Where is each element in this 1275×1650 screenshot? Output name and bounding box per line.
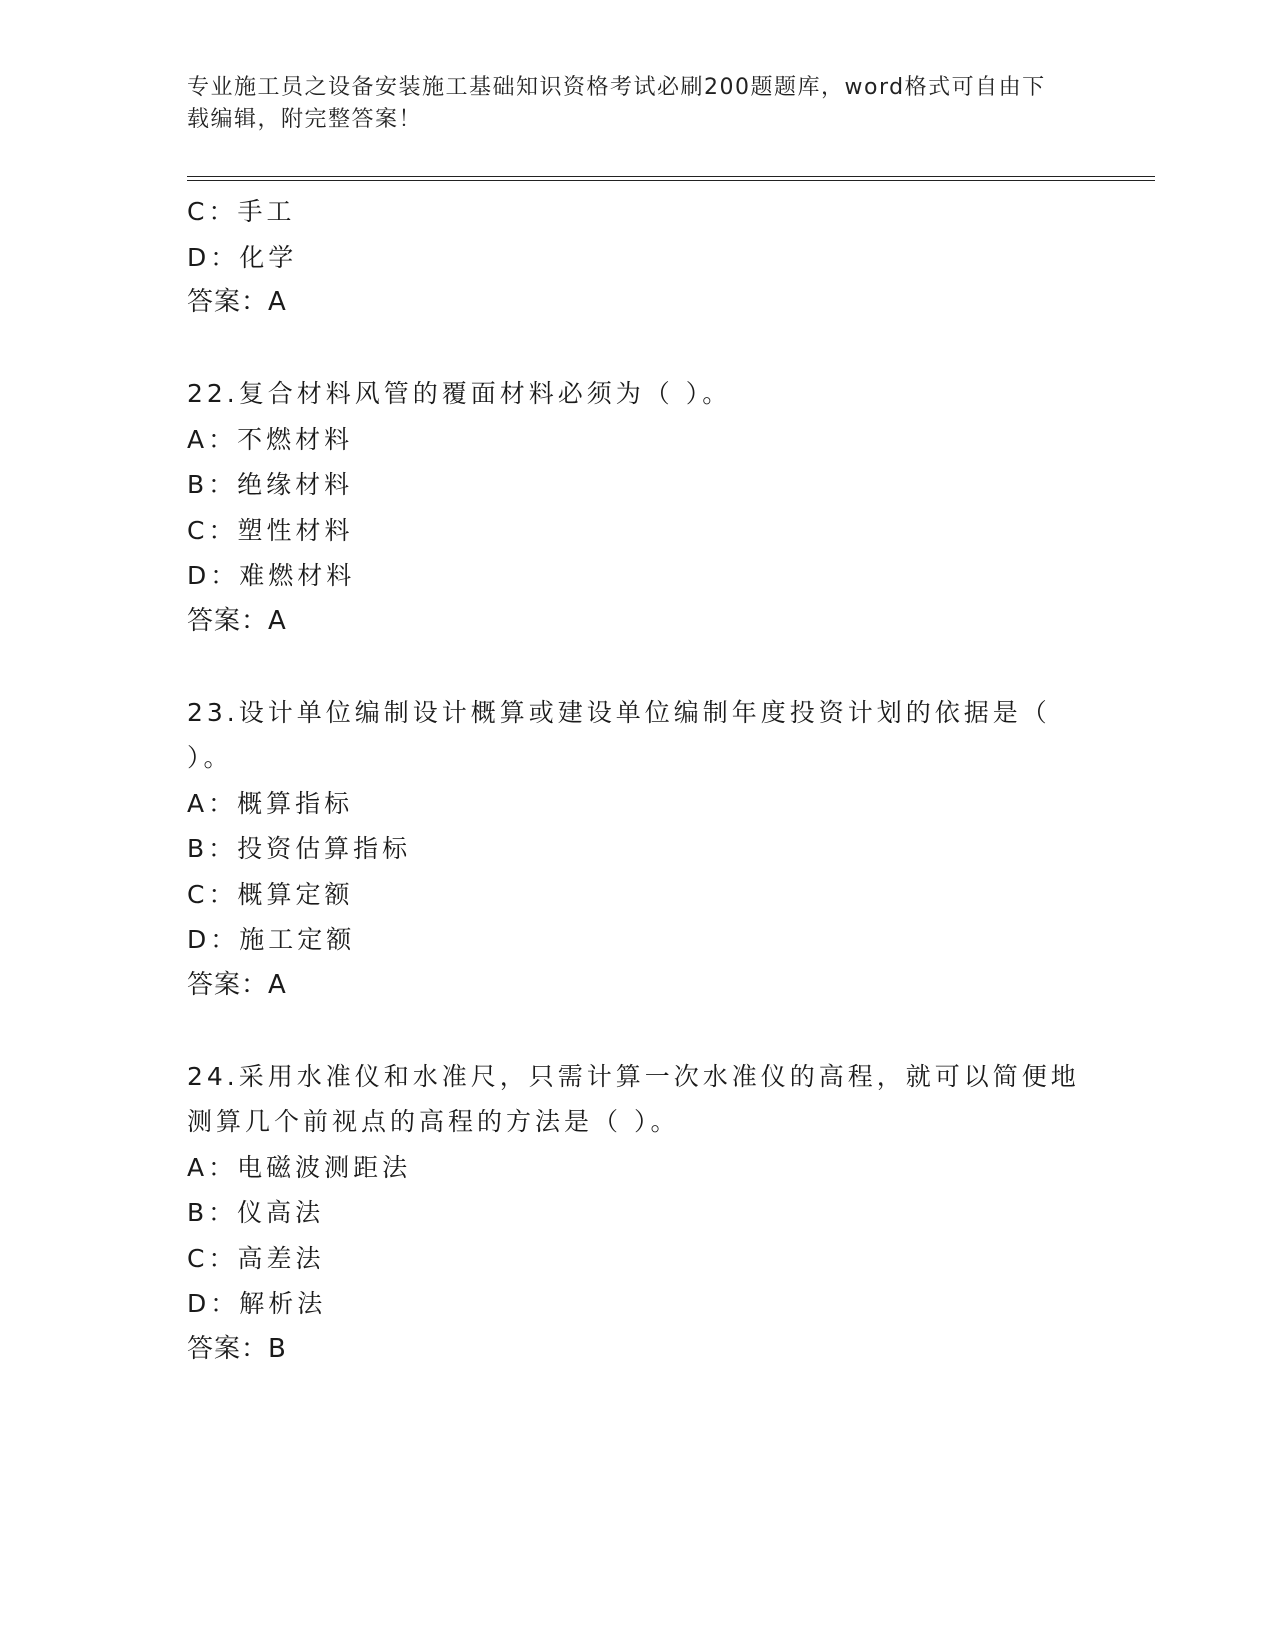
question-text-line-1: 24.采用水准仪和水准尺，只需计算一次水准仪的高程，就可以简便地 (187, 1061, 1080, 1091)
answer-line: 答案：B (187, 1333, 287, 1364)
option-a: A：电磁波测距法 (187, 1152, 412, 1182)
option-c: C：塑性材料 (187, 515, 354, 545)
question-list (187, 189, 1080, 1372)
question-text-line-2: 测算几个前视点的高程的方法是（ ）。 (187, 1107, 680, 1136)
option-d: D：化学 (187, 242, 298, 272)
spacer (187, 1008, 1067, 1054)
question-21-continued (187, 189, 1067, 326)
option-a: A：概算指标 (187, 788, 354, 818)
question-text-line-1: 23.设计单位编制设计概算或建设单位编制年度投资计划的依据是（ (187, 697, 1051, 727)
spacer (187, 326, 1067, 372)
question-22 (187, 371, 1067, 644)
option-a: A：不燃材料 (187, 424, 354, 454)
question-text: 22.复合材料风管的覆面材料必须为（ ）。 (187, 379, 732, 408)
answer-line: 答案：A (187, 287, 287, 317)
option-b: B：绝缘材料 (187, 470, 354, 499)
header-rule-bottom (187, 180, 1155, 181)
header-rule-top (187, 176, 1155, 177)
option-c: C：手工 (187, 197, 296, 226)
document-header: 专业施工员之设备安装施工基础知识资格考试必刷200题题库，word格式可自由下载编辑，附完整答案！ (187, 75, 1046, 132)
answer-line: 答案：A (187, 605, 287, 636)
spacer (187, 644, 1067, 690)
option-c: C：高差法 (187, 1243, 325, 1273)
option-c: C：概算定额 (187, 879, 354, 909)
option-d: D：施工定额 (187, 925, 356, 954)
question-23 (187, 690, 1067, 1009)
question-24 (187, 1054, 1080, 1373)
answer-line: 答案：A (187, 969, 287, 1000)
question-text-line-2: ）。 (187, 743, 233, 772)
option-b: B：仪高法 (187, 1198, 325, 1227)
header-double-rule (187, 176, 1155, 182)
option-d: D：难燃材料 (187, 561, 356, 590)
option-d: D：解析法 (187, 1289, 327, 1318)
option-b: B：投资估算指标 (187, 834, 412, 863)
